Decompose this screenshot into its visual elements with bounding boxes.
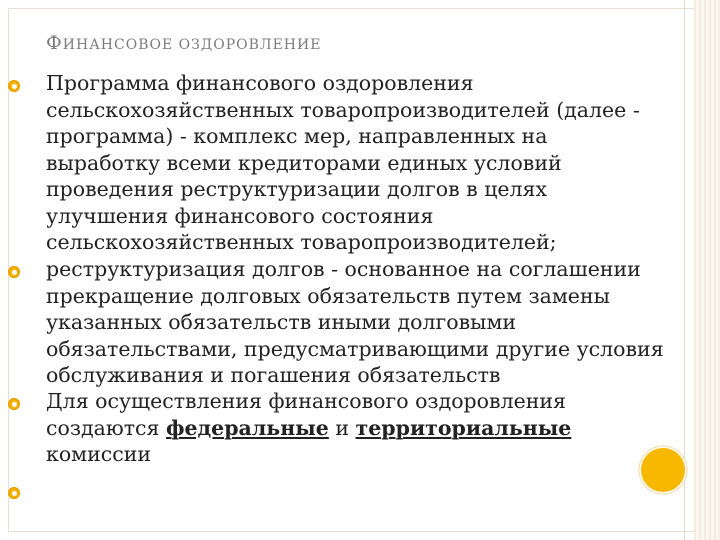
text-line: выработку всеми кредиторами единых условий [46,150,562,175]
text-fragment: и [335,415,350,440]
text-line: улучшения финансового состояния [46,203,434,228]
bullet-item-2 [46,256,706,389]
text-line: прекращение долговых обязательств путем замены [46,283,610,308]
text-line: обслуживания и погашения обязательств [46,363,501,387]
text-line: реструктуризация долгов - основанное на соглашении [46,257,641,281]
bullet-icon [8,266,20,278]
text-line: обязательствами, предусматривающими другие условия [46,336,664,361]
decorative-orange-circle [641,448,685,492]
text-fragment: создаются [46,415,160,440]
text-line: Для осуществления финансового оздоровления [46,389,566,413]
text-line: указанных обязательств иными долговыми [46,310,517,334]
text-line: Программа финансового оздоровления [46,71,474,95]
title-initial: Ф [46,32,63,54]
text-line [46,415,706,442]
bullet-icon [8,80,20,92]
text-line: программа) - комплекс мер, направленных на [46,124,548,148]
emphasis-territorial: территориальные [355,415,572,440]
title-rest: ИНАНСОВОЕ ОЗДОРОВЛЕНИЕ [62,37,322,53]
bullet-item-1 [46,70,706,256]
text-line: проведения реструктуризации долгов в целях [46,177,548,201]
text-line: комиссии [46,442,152,466]
bullet-item-3 [46,388,706,468]
text-line: сельскохозяйственных товаропроизводителей (далее - [46,97,640,122]
text-line: сельскохозяйственных товаропроизводителей; [46,230,557,254]
bullet-icon [8,398,20,410]
slide-title [46,32,321,54]
bullet-icon [8,487,20,499]
emphasis-federal: федеральные [165,415,329,440]
